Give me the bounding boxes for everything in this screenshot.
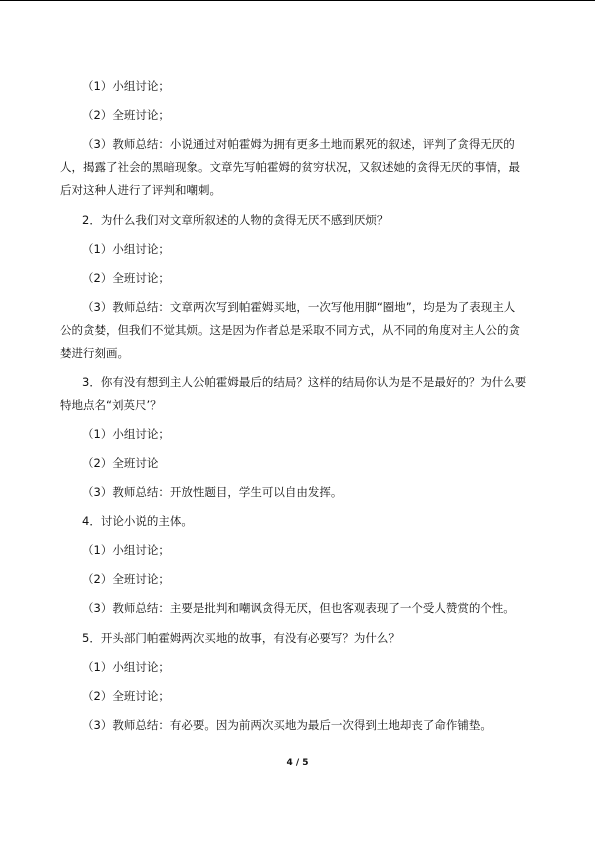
text-line: （2）全班讨论 <box>82 456 159 470</box>
question-2: 2．为什么我们对文章所叙述的人物的贪得无厌不感到厌烦？ <box>82 213 389 227</box>
text-line: （1）小组讨论； <box>82 543 170 557</box>
text-line: 公的贪婪，但我们不觉其烦。这是因为作者总是采取不同方式，从不同的角度对主人公的贪 <box>60 323 520 337</box>
question-3: 3．你有没有想到主人公帕霍姆最后的结局？这样的结局你认为是不是最好的？为什么要 <box>82 375 527 389</box>
text-line: （3）教师总结：文章两次写到帕霍姆买地，一次写他用脚“圈地”，均是为了表现主人 <box>82 300 516 314</box>
text-line: （2）全班讨论； <box>82 572 170 586</box>
top-border-line <box>0 0 595 1</box>
text-line: （2）全班讨论； <box>82 108 170 122</box>
text-line: （1）小组讨论； <box>82 427 170 441</box>
text-line: 婪进行刻画。 <box>60 346 129 360</box>
text-line: （3）教师总结：小说通过对帕霍姆为拥有更多土地而累死的叙述，评判了贪得无厌的 <box>82 137 515 151</box>
text-line: （2）全班讨论； <box>82 689 170 703</box>
text-line: 人，揭露了社会的黑暗现象。文章先写帕霍姆的贫穷状况，又叙述她的贪得无厌的事情，最 <box>60 160 520 174</box>
question-4: 4．讨论小说的主体。 <box>82 514 193 528</box>
text-line: （2）全班讨论； <box>82 271 170 285</box>
text-line: （1）小组讨论； <box>82 242 170 256</box>
text-line: 后对这种人进行了评判和嘲刺。 <box>60 183 221 197</box>
text-line: （3）教师总结：主要是批判和嘲讽贪得无厌，但也客观表现了一个受人赞赏的个性。 <box>82 601 515 615</box>
question-3-cont: 特地点名“刘英尺’？ <box>60 398 162 412</box>
text-line: （3）教师总结：有必要。因为前两次买地为最后一次得到土地却丧了命作铺垫。 <box>82 718 492 732</box>
text-line: （3）教师总结：开放性题目，学生可以自由发挥。 <box>82 485 343 499</box>
question-5: 5．开头部门帕霍姆两次买地的故事，有没有必要写？为什么？ <box>82 631 400 645</box>
text-line: （1）小组讨论； <box>82 79 170 93</box>
page-number: 4 / 5 <box>286 758 309 768</box>
text-line: （1）小组讨论； <box>82 660 170 674</box>
